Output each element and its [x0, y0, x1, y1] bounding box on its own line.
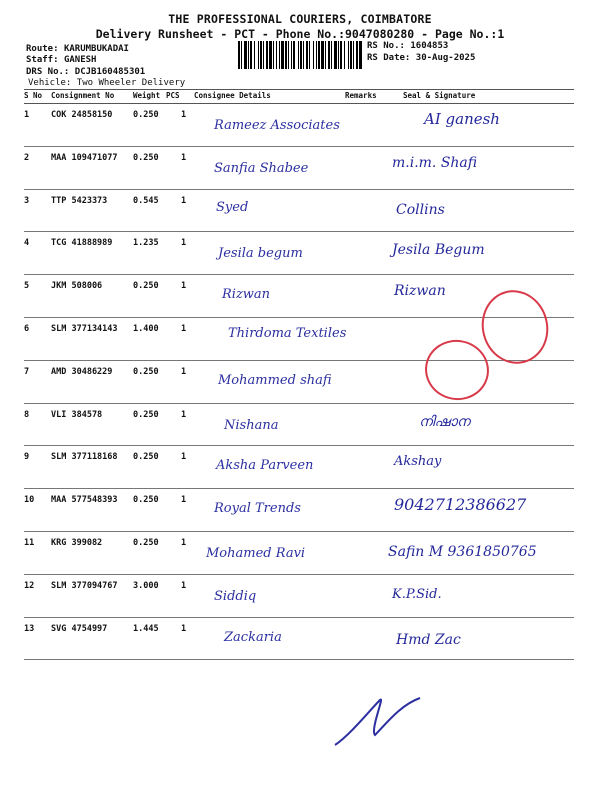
runsheet-header-title: THE PROFESSIONAL COURIERS, COIMBATORE: [168, 12, 432, 26]
rs-date-label: RS Date:: [367, 53, 411, 63]
table-row: [24, 190, 574, 233]
row-sno: 2: [24, 152, 30, 163]
vehicle-label: Vehicle:: [28, 78, 72, 88]
runsheet-table: [24, 89, 574, 660]
row-consignee-handwritten: Royal Trends: [214, 501, 301, 517]
row-signature: Safin M 9361850765: [388, 543, 537, 560]
drs-label: DRS No.:: [26, 67, 70, 77]
row-weight: 0.250: [133, 110, 159, 120]
row-pcs: 1: [181, 323, 187, 334]
row-signature: AI ganesh: [424, 110, 500, 128]
row-pcs: 1: [181, 238, 187, 249]
row-consignment-no: MAA 577548393: [51, 495, 118, 506]
row-consignment-no: SLM 377094767: [51, 580, 118, 591]
row-consignee-handwritten: Mohammed shafi: [218, 372, 332, 388]
route-value: KARUMBUKADAI: [63, 44, 129, 54]
row-consignment-no: JKM 508006: [51, 281, 103, 292]
row-pcs: 1: [181, 110, 187, 120]
row-consignee-handwritten: Thirdoma Textiles: [228, 325, 347, 341]
supervisor-signature: [330, 690, 430, 750]
table-row: [24, 489, 574, 532]
row-signature: Collins: [396, 201, 445, 218]
row-signature: K.P.Sid.: [392, 586, 442, 602]
row-weight: 0.545: [133, 195, 159, 206]
row-consignment-no: TTP 5423373: [51, 195, 108, 206]
row-consignee-handwritten: Jesila begum: [218, 246, 303, 262]
row-signature: Rizwan: [394, 283, 446, 300]
col-sno: S No: [24, 91, 43, 100]
row-consignment-no: VLI 384578: [51, 409, 103, 420]
table-row: [24, 361, 574, 404]
row-consignee-handwritten: Syed: [216, 199, 249, 215]
table-row: [24, 404, 574, 447]
col-pcs: PCS: [166, 91, 180, 100]
row-signature: 9042712386627: [394, 495, 527, 515]
row-sno: 6: [24, 323, 30, 334]
staff-value: GANESH: [63, 55, 97, 65]
row-weight: 0.250: [133, 152, 159, 163]
row-sno: 12: [24, 580, 35, 591]
rs-date-value: 30-Aug-2025: [415, 53, 476, 63]
row-weight: 1.400: [133, 323, 159, 334]
row-consignee-handwritten: Rizwan: [222, 287, 271, 303]
row-signature: Hmd Zac: [396, 631, 461, 648]
vehicle-value: Two Wheeler Delivery: [76, 78, 186, 88]
vehicle-line: [28, 77, 185, 89]
table-row: [24, 618, 574, 661]
table-row: [24, 446, 574, 489]
staff-line: [26, 54, 96, 66]
drs-value: DCJB160485301: [74, 67, 146, 77]
row-signature: m.i.m. Shafi: [392, 154, 478, 171]
route-label: Route:: [26, 44, 59, 54]
row-pcs: 1: [181, 152, 187, 163]
table-row: [24, 104, 574, 147]
row-sno: 5: [24, 281, 30, 292]
row-signature: നിഷാന: [419, 413, 470, 430]
table-row: [24, 232, 574, 275]
row-consignment-no: SLM 377134143: [51, 323, 118, 334]
row-weight: 0.250: [133, 366, 159, 377]
rs-no-line: [367, 40, 475, 52]
row-consignment-no: KRG 399082: [51, 537, 103, 548]
runsheet-header-subtitle: Delivery Runsheet - PCT - Phone No.:9047080280 - Page No.:1: [95, 27, 505, 41]
rs-no-value: 1604853: [410, 41, 449, 51]
row-consignee-handwritten: Sanfia Shabee: [214, 160, 309, 176]
row-pcs: 1: [181, 195, 187, 206]
row-weight: 3.000: [133, 580, 159, 591]
row-weight: 1.235: [133, 238, 159, 249]
row-consignee-handwritten: Siddiq: [214, 588, 257, 604]
row-consignment-no: MAA 109471077: [51, 152, 118, 163]
row-weight: 0.250: [133, 537, 159, 548]
row-consignment-no: SLM 377118168: [51, 452, 118, 463]
row-consignee-handwritten: Rameez Associates: [214, 118, 340, 133]
col-remarks: Remarks: [345, 91, 377, 100]
row-signature: Jesila Begum: [392, 242, 485, 259]
row-sno: 1: [24, 110, 30, 120]
rs-date-line: [367, 52, 475, 64]
row-sno: 3: [24, 195, 30, 206]
row-signature: Akshay: [394, 454, 442, 470]
row-weight: 0.250: [133, 495, 159, 506]
table-header: [24, 89, 574, 104]
col-seal-signature: Seal & Signature: [403, 91, 476, 100]
row-consignee-handwritten: Nishana: [224, 417, 279, 433]
row-weight: 0.250: [133, 409, 159, 420]
row-sno: 11: [24, 537, 35, 548]
col-consignee: Consignee Details: [194, 91, 271, 100]
row-pcs: 1: [181, 495, 187, 506]
row-sno: 8: [24, 409, 30, 420]
row-weight: 0.250: [133, 452, 159, 463]
row-consignee-handwritten: Aksha Parveen: [216, 458, 314, 474]
table-row: [24, 532, 574, 575]
row-consignee-handwritten: Mohamed Ravi: [206, 545, 306, 561]
row-sno: 9: [24, 452, 30, 463]
table-body: [24, 104, 574, 660]
row-pcs: 1: [181, 281, 187, 292]
rs-info: [367, 40, 475, 64]
row-consignment-no: TCG 41888989: [51, 238, 113, 249]
rs-no-label: RS No.:: [367, 41, 405, 51]
row-consignment-no: AMD 30486229: [51, 366, 113, 377]
row-sno: 7: [24, 366, 30, 377]
barcode: [238, 41, 362, 69]
row-weight: 1.445: [133, 623, 159, 634]
row-sno: 13: [24, 623, 35, 634]
row-consignee-handwritten: Zackaria: [224, 629, 282, 645]
row-pcs: 1: [181, 537, 187, 548]
staff-label: Staff:: [26, 55, 59, 65]
row-pcs: 1: [181, 580, 187, 591]
row-pcs: 1: [181, 409, 187, 420]
row-pcs: 1: [181, 452, 187, 463]
row-sno: 4: [24, 238, 30, 249]
row-pcs: 1: [181, 366, 187, 377]
table-row: [24, 147, 574, 190]
row-sno: 10: [24, 495, 35, 506]
row-weight: 0.250: [133, 281, 159, 292]
table-row: [24, 575, 574, 618]
row-consignment-no: SVG 4754997: [51, 623, 108, 634]
row-consignment-no: COK 24858150: [51, 110, 113, 120]
col-consignment: Consignment No: [51, 91, 115, 100]
row-pcs: 1: [181, 623, 187, 634]
col-weight: Weight: [133, 91, 161, 100]
